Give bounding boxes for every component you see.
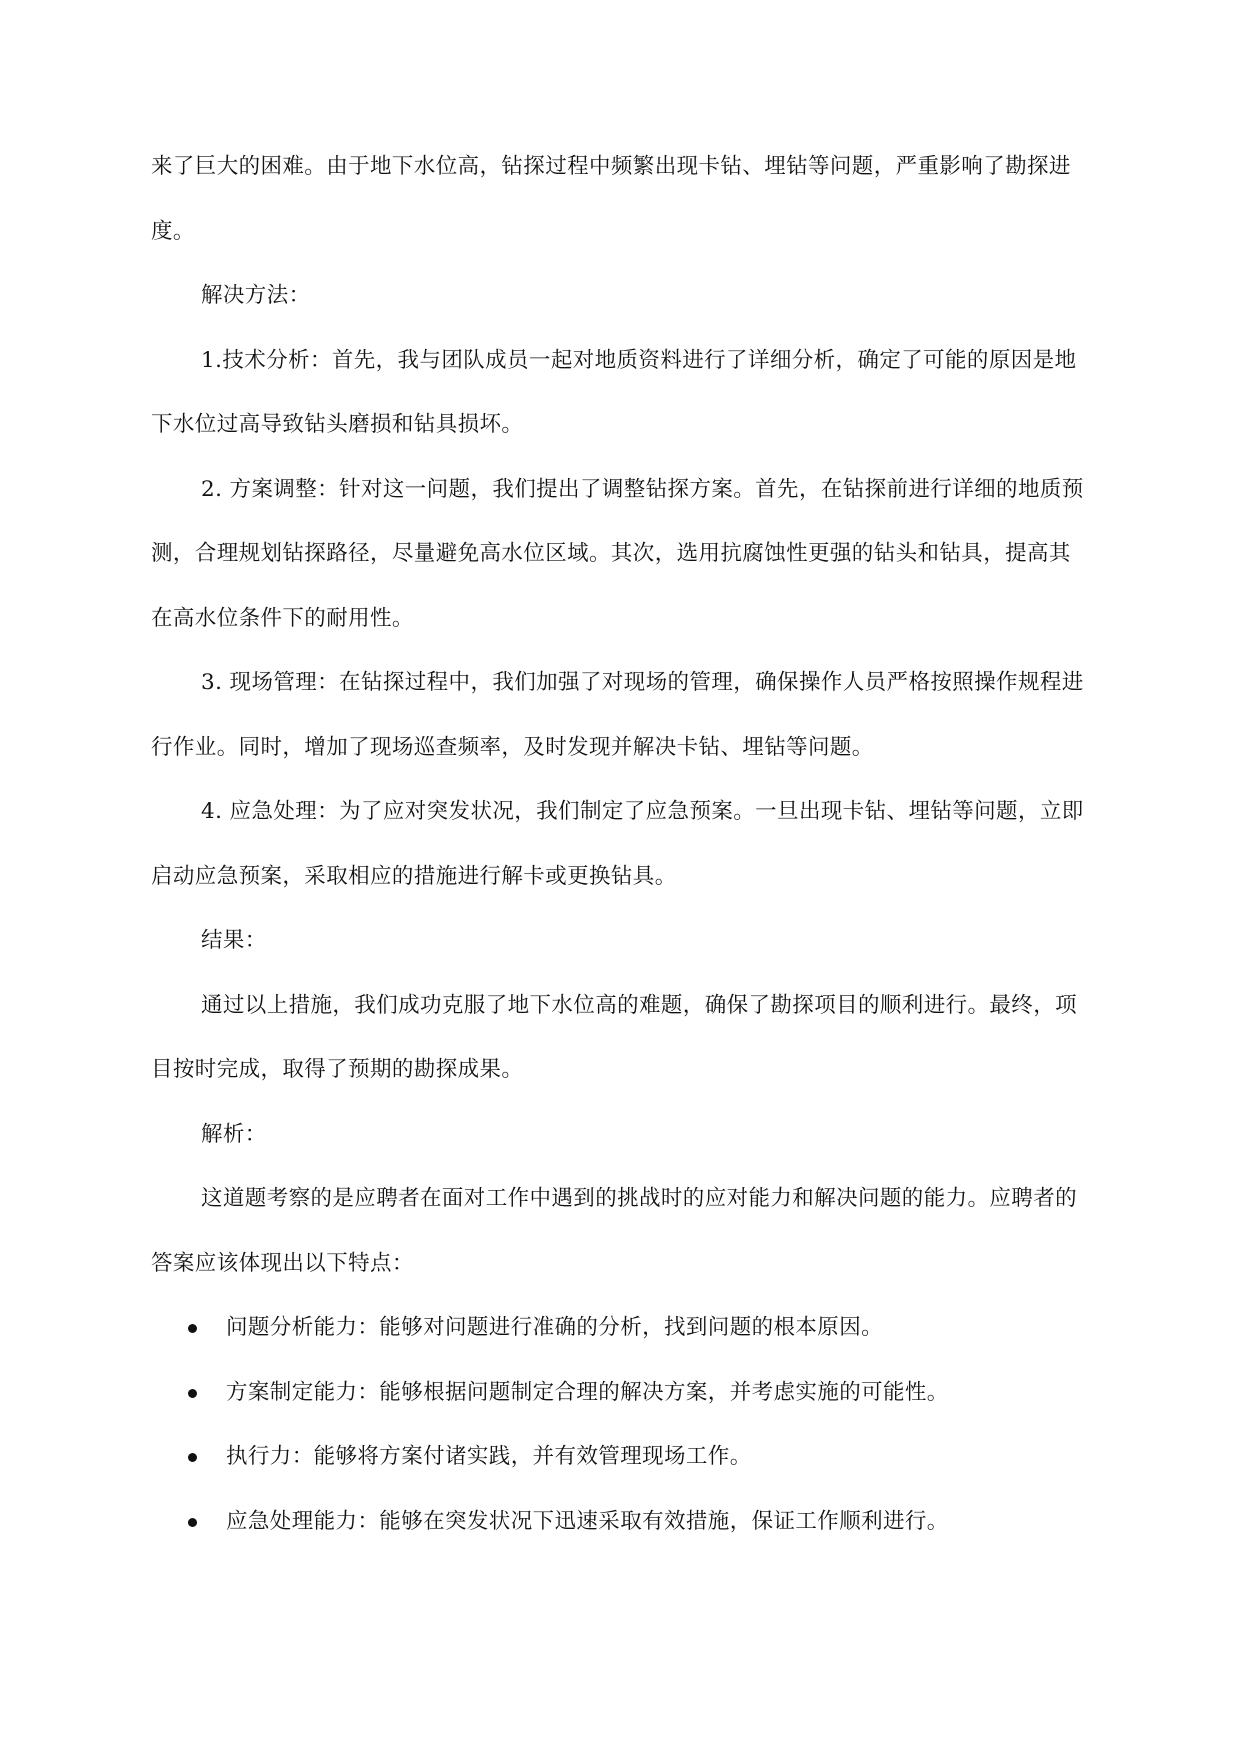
list-item — [151, 1361, 1091, 1426]
paragraph-site-management: 3. 现场管理：在钻探过程中，我们加强了对现场的管理，确保操作人员严格按照操作规程进行作业。同时，增加了现场巡查频率，及时发现并解决卡钻、埋钻等问题。 — [151, 670, 1084, 760]
list-item-text: 执行力：能够将方案付诸实践，并有效管理现场工作。 — [226, 1444, 752, 1469]
heading-result: 结果： — [201, 928, 267, 953]
document-body — [151, 135, 1091, 1554]
list-item — [151, 1490, 1091, 1555]
paragraph-analysis: 这道题考察的是应聘者在面对工作中遇到的挑战时的应对能力和解决问题的能力。应聘者的答案应该体现出以下特点： — [151, 1186, 1078, 1276]
paragraph-technical-analysis: 1.技术分析：首先，我与团队成员一起对地质资料进行了详细分析，确定了可能的原因是地下水位过高导致钻头磨损和钻具损坏。 — [151, 347, 1077, 437]
bullet-icon — [188, 1324, 197, 1333]
heading-analysis: 解析： — [201, 1121, 267, 1147]
list-item — [151, 1296, 1091, 1361]
feature-list — [151, 1296, 1091, 1554]
list-item-text: 方案制定能力：能够根据问题制定合理的解决方案，并考虑实施的可能性。 — [226, 1379, 949, 1405]
bullet-icon — [188, 1453, 197, 1462]
paragraph-result: 通过以上措施，我们成功克服了地下水位高的难题，确保了勘探项目的顺利进行。最终，项目按时完成，取得了预期的勘探成果。 — [151, 992, 1078, 1082]
list-item-text: 问题分析能力：能够对问题进行准确的分析，找到问题的根本原因。 — [226, 1315, 884, 1340]
paragraph-emergency-handling: 4. 应急处理：为了应对突发状况，我们制定了应急预案。一旦出现卡钻、埋钻等问题，立即启动应急预案，采取相应的措施进行解卡或更换钻具。 — [151, 799, 1084, 889]
bullet-icon — [188, 1518, 197, 1527]
paragraph-plan-adjustment: 2. 方案调整：针对这一问题，我们提出了调整钻探方案。首先，在钻探前进行详细的地质预测，合理规划钻探路径，尽量避免高水位区域。其次，选用抗腐蚀性更强的钻头和钻具，提高其在高水位条件下的耐用性。 — [151, 476, 1084, 631]
bullet-icon — [188, 1389, 197, 1398]
paragraph-continuation: 来了巨大的困难。由于地下水位高，钻探过程中频繁出现卡钻、埋钻等问题，严重影响了勘探进度。 — [151, 154, 1071, 244]
list-item — [151, 1425, 1091, 1490]
heading-solution: 解决方法： — [201, 283, 311, 308]
list-item-text: 应急处理能力：能够在突发状况下迅速采取有效措施，保证工作顺利进行。 — [226, 1508, 949, 1534]
